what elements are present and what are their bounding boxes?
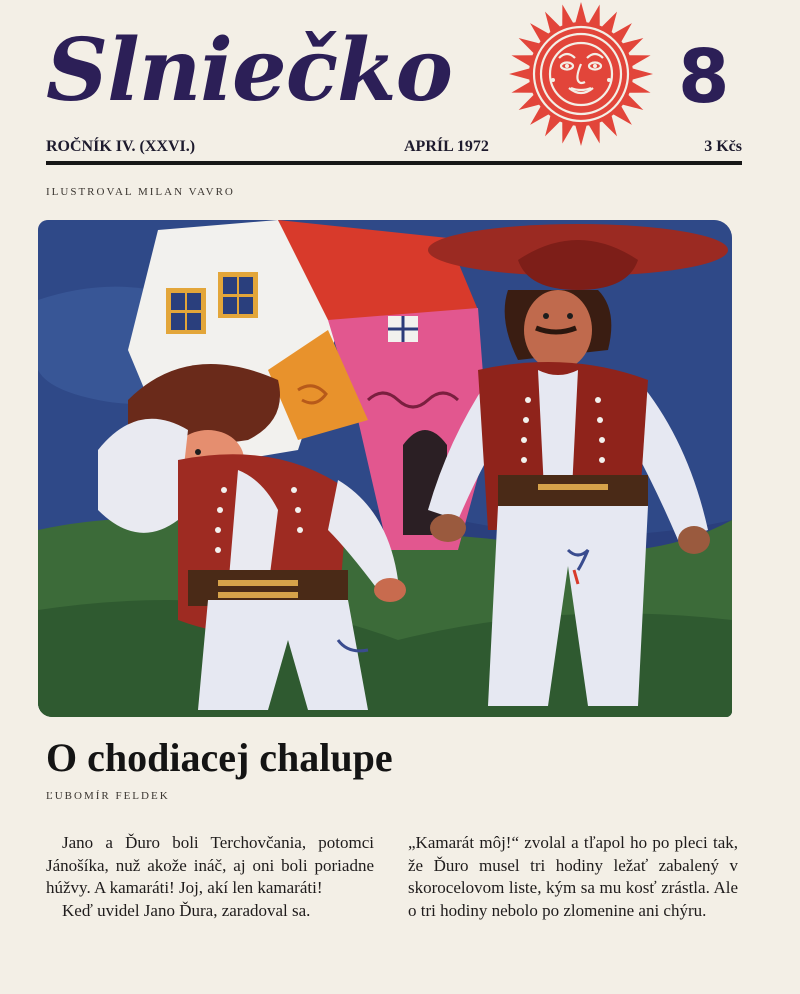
illustrator-credit: ILUSTROVAL MILAN VAVRO — [46, 186, 235, 198]
volume-label: ROČNÍK IV. (XXVI.) — [46, 138, 196, 155]
sun-emblem-icon — [506, 0, 656, 150]
story-paragraph: „Kamarát môj!“ zvolal a tľapol ho po pleci tak, že Ďuro musel tri hodiny ležať zabalený v skorocelovom liste, kým sa mu kosť zrástla. Ale o tri hodiny nebolo po zlomenine ani chýru. — [408, 833, 738, 920]
story-title: O chodiacej chalupe — [46, 735, 393, 780]
story-column-left — [46, 832, 374, 922]
masthead-rule — [46, 161, 742, 165]
cover-illustration — [38, 220, 732, 717]
price-label: 3 Kčs — [704, 138, 742, 155]
author-credit: ĽUBOMÍR FELDEK — [46, 790, 170, 802]
story-column-right — [408, 832, 738, 922]
issue-date: APRÍL 1972 — [404, 138, 489, 155]
issue-number: 8 — [678, 34, 730, 120]
masthead-title: Slniečko — [46, 20, 453, 121]
story-paragraph: Keď uvidel Jano Ďura, zaradoval sa. — [62, 900, 311, 920]
story-paragraph: Jano a Ďuro boli Terchovčania, potomci Jánošíka, nuž akože ináč, aj oni boli poriadne húžvy. A kamaráti! Joj, akí len kamaráti! — [46, 833, 374, 897]
